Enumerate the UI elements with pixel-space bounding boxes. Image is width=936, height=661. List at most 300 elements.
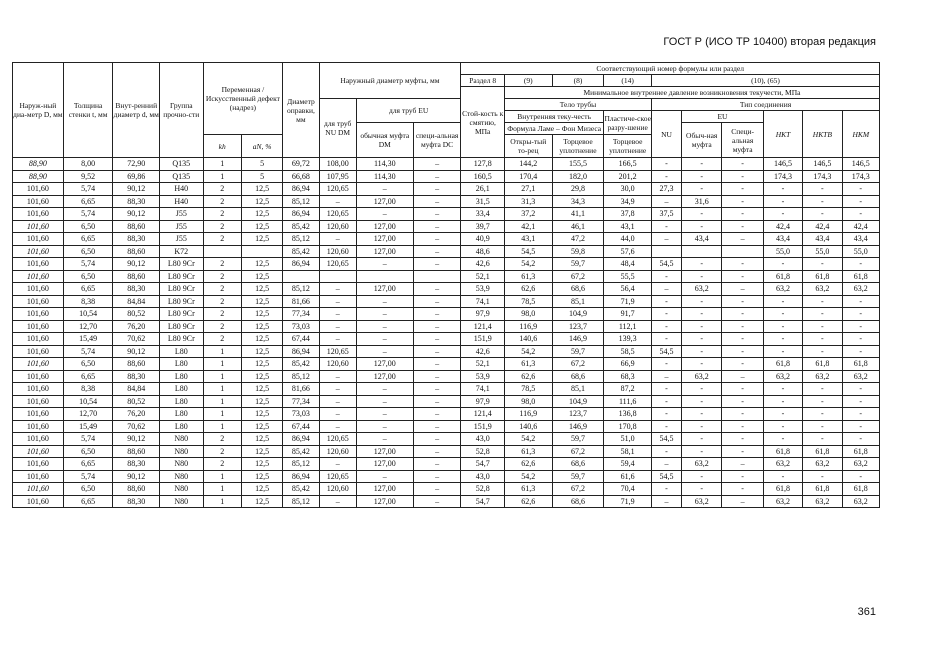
table-cell: – — [356, 333, 413, 346]
table-cell: 104,9 — [552, 308, 604, 321]
table-cell: 5 — [241, 170, 282, 183]
table-cell: - — [722, 170, 763, 183]
table-cell: 101,60 — [13, 308, 64, 321]
table-cell — [722, 245, 763, 258]
table-cell: 123,7 — [552, 320, 604, 333]
table-cell: - — [763, 333, 802, 346]
table-cell: 127,00 — [356, 358, 413, 371]
table-cell: 101,60 — [13, 345, 64, 358]
col-header-nu-pipes: для труб NU DM — [319, 99, 356, 158]
table-cell: - — [763, 258, 802, 271]
table-cell: - — [652, 483, 682, 496]
table-cell: 54,5 — [652, 258, 682, 271]
table-cell: 107,95 — [319, 170, 356, 183]
table-cell: 6,65 — [63, 458, 113, 471]
col-header-mandrel: Диаметр оправки, мм — [283, 63, 319, 158]
table-row — [13, 245, 880, 258]
table-cell: – — [413, 308, 461, 321]
table-cell: 58,1 — [604, 445, 652, 458]
table-cell: 101,60 — [13, 395, 64, 408]
table-cell: 120,60 — [319, 220, 356, 233]
table-cell: 2 — [203, 195, 241, 208]
table-row — [13, 383, 880, 396]
table-cell: 61,3 — [504, 445, 552, 458]
table-cell: 54,5 — [652, 345, 682, 358]
table-row — [13, 270, 880, 283]
table-cell: 88,90 — [13, 170, 64, 183]
table-cell: 101,60 — [13, 483, 64, 496]
table-cell: 71,9 — [604, 295, 652, 308]
table-cell: 88,60 — [113, 245, 160, 258]
table-cell: 85,12 — [283, 233, 319, 246]
table-cell: - — [652, 420, 682, 433]
table-cell: – — [356, 295, 413, 308]
col-header-an: aN, % — [241, 135, 282, 158]
table-cell: - — [803, 183, 842, 196]
table-cell: 76,20 — [113, 408, 160, 421]
table-cell: 1 — [203, 395, 241, 408]
table-cell: 62,6 — [504, 495, 552, 508]
table-cell: 88,30 — [113, 283, 160, 296]
table-cell: 63,2 — [803, 283, 842, 296]
table-cell: - — [842, 470, 879, 483]
table-cell: – — [413, 183, 461, 196]
table-cell: 66,9 — [604, 358, 652, 371]
col-header-f9: (9) — [504, 75, 552, 87]
table-cell: 114,30 — [356, 170, 413, 183]
table-cell: 1 — [203, 358, 241, 371]
table-cell: 69,72 — [283, 158, 319, 171]
table-cell — [682, 245, 722, 258]
table-cell: 26,1 — [461, 183, 505, 196]
col-header-section8: Раздел 8 — [461, 75, 505, 87]
table-cell: 62,6 — [504, 458, 552, 471]
table-cell: 108,00 — [319, 158, 356, 171]
table-cell: 71,9 — [604, 495, 652, 508]
table-cell: 42,4 — [803, 220, 842, 233]
table-cell: 2 — [203, 233, 241, 246]
table-cell: 88,30 — [113, 458, 160, 471]
table-cell: L80 — [160, 395, 204, 408]
table-cell: 63,2 — [763, 495, 802, 508]
table-cell: 34,9 — [604, 195, 652, 208]
col-header-f8: (8) — [552, 75, 604, 87]
table-cell: - — [682, 208, 722, 221]
table-cell: 101,60 — [13, 333, 64, 346]
col-header-lame: Формула Ламе – Фон Мизеса — [504, 123, 603, 135]
table-cell: 101,60 — [13, 220, 64, 233]
table-cell: 39,7 — [461, 220, 505, 233]
table-cell: – — [413, 208, 461, 221]
table-cell: – — [356, 308, 413, 321]
table-cell: 170,8 — [604, 420, 652, 433]
table-cell: 42,4 — [842, 220, 879, 233]
table-cell: 31,5 — [461, 195, 505, 208]
table-cell: 12,5 — [241, 270, 282, 283]
table-cell: 43,1 — [604, 220, 652, 233]
table-cell: 67,44 — [283, 333, 319, 346]
table-cell: 104,9 — [552, 395, 604, 408]
table-row — [13, 258, 880, 271]
table-cell: 51,0 — [604, 433, 652, 446]
table-cell: 59,7 — [552, 470, 604, 483]
table-cell: 88,30 — [113, 233, 160, 246]
table-cell: N80 — [160, 433, 204, 446]
table-cell: – — [652, 495, 682, 508]
table-cell: 88,60 — [113, 445, 160, 458]
table-row — [13, 283, 880, 296]
col-header-eu: EU — [682, 111, 764, 123]
col-header-eu-conn-special: Специ-альная муфта — [722, 123, 763, 158]
table-cell: - — [652, 358, 682, 371]
table-cell: – — [413, 158, 461, 171]
table-cell: – — [413, 358, 461, 371]
table-cell: - — [722, 220, 763, 233]
table-row — [13, 183, 880, 196]
table-cell: 127,00 — [356, 245, 413, 258]
table-cell: 6,65 — [63, 283, 113, 296]
document-header: ГОСТ Р (ИСО ТР 10400) вторая редакция — [663, 36, 876, 48]
table-row — [13, 445, 880, 458]
table-cell: – — [356, 208, 413, 221]
col-header-hkt: НКТ — [763, 111, 802, 158]
col-header-plastic-fail: Пластиче-ское разру-шение — [604, 111, 652, 135]
table-cell: – — [413, 245, 461, 258]
table-cell: 61,8 — [803, 483, 842, 496]
col-header-id: Внут-ренний диаметр d, мм — [113, 63, 160, 158]
table-cell: – — [319, 295, 356, 308]
table-cell: 2 — [203, 258, 241, 271]
table-cell: – — [413, 495, 461, 508]
table-cell: 1 — [203, 383, 241, 396]
table-cell: 116,9 — [504, 408, 552, 421]
table-cell: 85,42 — [283, 445, 319, 458]
table-cell: - — [842, 195, 879, 208]
table-cell: - — [722, 470, 763, 483]
data-table — [12, 62, 880, 508]
table-cell: 67,2 — [552, 445, 604, 458]
table-cell: 74,1 — [461, 295, 505, 308]
table-cell: 61,3 — [504, 270, 552, 283]
table-cell: 12,5 — [241, 345, 282, 358]
table-cell: - — [763, 420, 802, 433]
table-cell: 59,7 — [552, 258, 604, 271]
table-cell: 120,65 — [319, 470, 356, 483]
table-cell: 77,34 — [283, 308, 319, 321]
table-cell: - — [652, 383, 682, 396]
table-cell: - — [682, 295, 722, 308]
table-cell: - — [682, 333, 722, 346]
table-cell: 151,9 — [461, 333, 505, 346]
table-cell: - — [682, 308, 722, 321]
table-cell: 120,65 — [319, 183, 356, 196]
table-cell: – — [356, 420, 413, 433]
table-cell: – — [652, 370, 682, 383]
table-cell: 101,60 — [13, 258, 64, 271]
table-row — [13, 395, 880, 408]
table-cell: – — [652, 195, 682, 208]
table-cell: – — [319, 283, 356, 296]
table-cell: L80 — [160, 383, 204, 396]
table-cell: 98,0 — [504, 395, 552, 408]
table-cell: – — [413, 170, 461, 183]
table-cell: 88,60 — [113, 483, 160, 496]
table-cell: 12,5 — [241, 383, 282, 396]
table-cell: 42,6 — [461, 258, 505, 271]
table-cell: L80 — [160, 370, 204, 383]
table-cell: 63,2 — [682, 370, 722, 383]
table-cell: 62,6 — [504, 370, 552, 383]
table-cell: 61,6 — [604, 470, 652, 483]
table-cell: – — [652, 458, 682, 471]
table-cell: - — [682, 158, 722, 171]
table-cell: 1 — [203, 170, 241, 183]
table-cell: 5,74 — [63, 470, 113, 483]
table-cell: 61,3 — [504, 358, 552, 371]
table-cell: - — [722, 158, 763, 171]
table-cell: 86,94 — [283, 345, 319, 358]
table-cell: 1 — [203, 483, 241, 496]
table-cell: 54,5 — [652, 470, 682, 483]
table-cell: 54,2 — [504, 433, 552, 446]
table-cell: - — [803, 308, 842, 321]
table-cell: – — [413, 458, 461, 471]
table-cell: - — [803, 333, 842, 346]
table-cell: 88,60 — [113, 358, 160, 371]
table-cell: – — [319, 495, 356, 508]
table-cell: 86,94 — [283, 208, 319, 221]
table-cell: 6,50 — [63, 245, 113, 258]
table-cell: - — [763, 308, 802, 321]
table-cell: 59,4 — [604, 458, 652, 471]
table-cell: 1 — [203, 420, 241, 433]
table-cell: 52,8 — [461, 483, 505, 496]
table-cell: - — [842, 183, 879, 196]
table-cell: 70,62 — [113, 333, 160, 346]
table-cell: 55,0 — [763, 245, 802, 258]
table-cell: 52,1 — [461, 270, 505, 283]
table-row — [13, 233, 880, 246]
table-cell: - — [763, 345, 802, 358]
table-cell: 86,94 — [283, 470, 319, 483]
table-cell: 101,60 — [13, 495, 64, 508]
col-header-grade: Группа прочно-сти — [160, 63, 204, 158]
table-cell: - — [722, 308, 763, 321]
table-row — [13, 295, 880, 308]
table-cell: 90,12 — [113, 433, 160, 446]
table-cell: - — [842, 208, 879, 221]
table-cell: 127,8 — [461, 158, 505, 171]
table-cell: 48,4 — [604, 258, 652, 271]
table-cell: L80 — [160, 408, 204, 421]
table-cell: 91,7 — [604, 308, 652, 321]
table-row — [13, 208, 880, 221]
table-cell: - — [842, 295, 879, 308]
table-cell: 6,50 — [63, 270, 113, 283]
table-cell: - — [803, 258, 842, 271]
table-cell: 6,50 — [63, 483, 113, 496]
table-cell: 67,2 — [552, 483, 604, 496]
table-cell: 12,70 — [63, 408, 113, 421]
table-cell: - — [722, 408, 763, 421]
table-cell: Q135 — [160, 170, 204, 183]
table-cell: - — [722, 208, 763, 221]
table-cell: 73,03 — [283, 408, 319, 421]
table-cell: J55 — [160, 233, 204, 246]
table-cell: 69,86 — [113, 170, 160, 183]
table-cell: L80 9Cr — [160, 295, 204, 308]
table-cell: 5,74 — [63, 183, 113, 196]
table-row — [13, 220, 880, 233]
table-cell: 43,4 — [842, 233, 879, 246]
table-cell: 139,3 — [604, 333, 652, 346]
table-cell: – — [356, 470, 413, 483]
table-cell: 61,8 — [842, 358, 879, 371]
table-cell: 43,4 — [682, 233, 722, 246]
table-cell: – — [319, 408, 356, 421]
table-cell: 44,0 — [604, 233, 652, 246]
table-cell: 61,8 — [842, 483, 879, 496]
table-cell: 85,12 — [283, 370, 319, 383]
table-cell: 101,60 — [13, 233, 64, 246]
table-cell: - — [722, 320, 763, 333]
table-cell: 12,5 — [241, 395, 282, 408]
table-cell: 63,2 — [842, 458, 879, 471]
table-cell: 127,00 — [356, 220, 413, 233]
table-cell: 61,8 — [803, 445, 842, 458]
table-cell: 2 — [203, 445, 241, 458]
table-cell: 12,5 — [241, 333, 282, 346]
table-cell: 68,6 — [552, 283, 604, 296]
table-cell: – — [356, 345, 413, 358]
table-cell: 127,00 — [356, 233, 413, 246]
table-cell: - — [803, 383, 842, 396]
table-cell: 2 — [203, 433, 241, 446]
table-cell: 67,44 — [283, 420, 319, 433]
table-cell: 12,5 — [241, 258, 282, 271]
table-cell: 9,52 — [63, 170, 113, 183]
table-cell: – — [413, 195, 461, 208]
table-cell: – — [319, 320, 356, 333]
table-cell: 61,8 — [763, 483, 802, 496]
table-cell: 52,8 — [461, 445, 505, 458]
table-cell: - — [803, 408, 842, 421]
table-cell: - — [682, 270, 722, 283]
table-cell: – — [652, 283, 682, 296]
table-cell: – — [413, 320, 461, 333]
table-cell: 12,5 — [241, 483, 282, 496]
table-cell: 63,2 — [682, 458, 722, 471]
table-cell: 84,84 — [113, 295, 160, 308]
table-cell: 12,5 — [241, 445, 282, 458]
table-cell: - — [682, 408, 722, 421]
table-cell: 174,3 — [842, 170, 879, 183]
table-cell: 33,4 — [461, 208, 505, 221]
table-cell: 97,9 — [461, 308, 505, 321]
table-cell: - — [652, 395, 682, 408]
table-cell: 63,2 — [842, 283, 879, 296]
table-cell: 6,65 — [63, 495, 113, 508]
table-cell: - — [722, 258, 763, 271]
table-row — [13, 458, 880, 471]
table-cell: 54,5 — [504, 245, 552, 258]
table-cell: L80 9Cr — [160, 308, 204, 321]
table-cell: – — [413, 233, 461, 246]
table-cell: – — [413, 408, 461, 421]
table-cell: 12,5 — [241, 195, 282, 208]
table-cell: N80 — [160, 470, 204, 483]
table-cell: 120,65 — [319, 258, 356, 271]
table-cell: 2 — [203, 458, 241, 471]
table-cell: 2 — [203, 333, 241, 346]
page-number: 361 — [857, 606, 876, 618]
table-cell: 56,4 — [604, 283, 652, 296]
table-cell: - — [763, 433, 802, 446]
table-cell: 101,60 — [13, 270, 64, 283]
table-cell: 140,6 — [504, 420, 552, 433]
col-header-eu-pipes: для труб EU — [356, 99, 461, 123]
table-cell: – — [319, 233, 356, 246]
table-cell: 54,5 — [652, 433, 682, 446]
table-cell: – — [319, 420, 356, 433]
table-cell: 101,60 — [13, 183, 64, 196]
table-cell: 101,60 — [13, 358, 64, 371]
table-cell: - — [842, 333, 879, 346]
table-cell: - — [722, 195, 763, 208]
table-cell: 48,6 — [461, 245, 505, 258]
table-cell: 127,00 — [356, 195, 413, 208]
table-cell: 1 — [203, 345, 241, 358]
table-cell: 101,60 — [13, 195, 64, 208]
table-cell: 1 — [203, 158, 241, 171]
table-cell: 97,9 — [461, 395, 505, 408]
table-cell: 12,5 — [241, 220, 282, 233]
table-cell: 63,2 — [682, 495, 722, 508]
table-cell: 90,12 — [113, 345, 160, 358]
table-cell: 15,49 — [63, 420, 113, 433]
table-cell: – — [356, 433, 413, 446]
table-cell: 68,6 — [552, 370, 604, 383]
table-cell: 12,5 — [241, 408, 282, 421]
table-cell: 146,5 — [763, 158, 802, 171]
table-cell: - — [763, 208, 802, 221]
table-cell: 12,5 — [241, 370, 282, 383]
table-cell: – — [413, 370, 461, 383]
table-cell: 53,9 — [461, 370, 505, 383]
table-cell: 41,1 — [552, 208, 604, 221]
table-cell: 12,5 — [241, 233, 282, 246]
table-cell: 116,9 — [504, 320, 552, 333]
table-cell: – — [722, 370, 763, 383]
table-cell: 78,5 — [504, 295, 552, 308]
table-cell: 12,5 — [241, 433, 282, 446]
table-cell: 88,60 — [113, 270, 160, 283]
table-cell: – — [413, 258, 461, 271]
table-cell: 27,3 — [652, 183, 682, 196]
table-cell: 54,7 — [461, 495, 505, 508]
table-cell: 61,8 — [842, 445, 879, 458]
table-cell: H40 — [160, 183, 204, 196]
col-header-hkm: НКМ — [842, 111, 879, 158]
table-row — [13, 433, 880, 446]
table-cell: 88,30 — [113, 195, 160, 208]
table-cell: 121,4 — [461, 320, 505, 333]
table-cell: 85,42 — [283, 245, 319, 258]
table-cell: 12,5 — [241, 308, 282, 321]
table-cell — [319, 270, 356, 283]
table-cell: 70,4 — [604, 483, 652, 496]
table-cell: - — [763, 295, 802, 308]
